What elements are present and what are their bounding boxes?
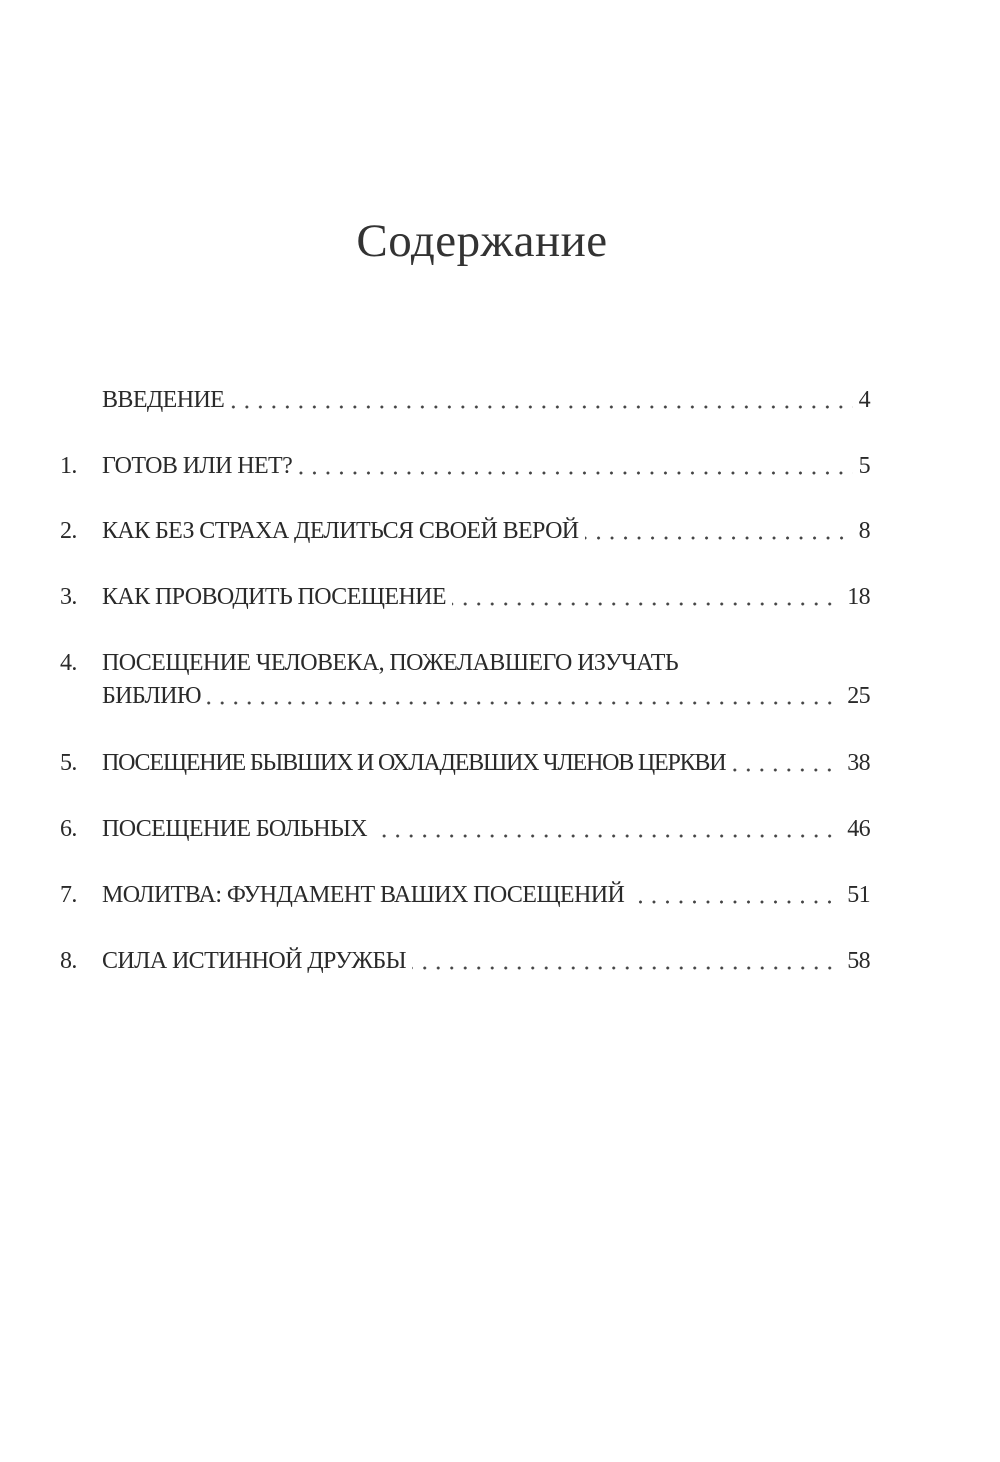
toc-entry-3[interactable]	[60, 581, 870, 614]
page-title: Содержание	[356, 215, 608, 267]
dot-leader	[731, 768, 841, 772]
dot-leader	[412, 966, 841, 970]
toc-entry-5[interactable]	[60, 747, 870, 780]
entry-title: СИЛА ИСТИННОЙ ДРУЖБЫ	[102, 948, 406, 974]
toc-entry-1[interactable]	[60, 450, 870, 483]
entry-page: 18	[847, 584, 870, 610]
entry-title-line1: ПОСЕЩЕНИЕ ЧЕЛОВЕКА, ПОЖЕЛАВШЕГО ИЗУЧАТЬ	[102, 650, 679, 676]
dot-leader	[630, 900, 841, 904]
dot-leader	[585, 536, 853, 540]
entry-number: 5.	[60, 750, 77, 776]
entry-title: КАК ПРОВОДИТЬ ПОСЕЩЕНИЕ	[102, 584, 446, 610]
toc-entry-8[interactable]	[60, 945, 870, 978]
entry-page: 5	[858, 453, 870, 479]
entry-title: МОЛИТВА: ФУНДАМЕНТ ВАШИХ ПОСЕЩЕНИЙ	[102, 882, 625, 908]
entry-title: ПОСЕЩЕНИЕ БЫВШИХ И ОХЛАДЕВШИХ ЧЛЕНОВ ЦЕРКВИ	[102, 750, 726, 776]
toc-entry-4[interactable]	[60, 647, 870, 713]
entry-title: ПОСЕЩЕНИЕ БОЛЬНЫХ	[102, 816, 368, 842]
entry-number: 8.	[60, 948, 77, 974]
toc-entry-introduction[interactable]	[60, 384, 870, 417]
entry-title: ГОТОВ ИЛИ НЕТ?	[102, 453, 293, 479]
toc-entry-6[interactable]	[60, 813, 870, 846]
dot-leader	[373, 834, 841, 838]
entry-number: 4.	[60, 650, 77, 676]
entry-page: 4	[858, 387, 870, 413]
entry-page: 8	[858, 518, 870, 544]
entry-title: КАК БЕЗ СТРАХА ДЕЛИТЬСЯ СВОЕЙ ВЕРОЙ	[102, 518, 579, 544]
entry-number: 6.	[60, 816, 77, 842]
entry-page: 25	[847, 683, 870, 709]
entry-number: 7.	[60, 882, 77, 908]
entry-page: 46	[847, 816, 870, 842]
dot-leader	[230, 405, 852, 409]
entry-page: 38	[847, 750, 870, 776]
entry-page: 51	[847, 882, 870, 908]
dot-leader	[207, 701, 841, 705]
entry-number: 3.	[60, 584, 77, 610]
entry-number: 1.	[60, 453, 77, 479]
toc-entry-7[interactable]	[60, 879, 870, 912]
entry-number: 2.	[60, 518, 77, 544]
entry-title: ВВЕДЕНИЕ	[102, 387, 225, 413]
entry-page: 58	[847, 948, 870, 974]
dot-leader	[298, 471, 852, 475]
dot-leader	[452, 602, 841, 606]
entry-title-line2: БИБЛИЮ	[102, 683, 201, 709]
toc-entry-2[interactable]	[60, 515, 870, 548]
